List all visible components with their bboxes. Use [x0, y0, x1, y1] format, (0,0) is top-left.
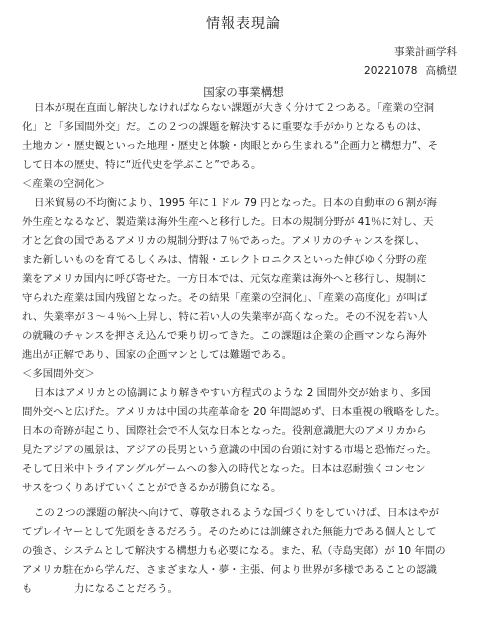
paragraph-line: そして日米中トライアングルゲームへの参入の時代となった。日本は忍耐強くコンセン	[22, 463, 426, 475]
paragraph-line: 土地カン・歴史観といった地理・歴史と体験・肉眼とから生まれる“企画力と構想力”、そ	[22, 140, 438, 152]
paragraph-line: 日本はアメリカとの協調により解きやすい方程式のような 2 国間外交が始まり、多国	[34, 387, 431, 399]
paragraph-line: 外生産となるなど、製造業は海外生産へと移行した。日本の規制分野が 41％に対し、天	[22, 216, 434, 228]
paragraph-line: の強さ、システムとして解決する構想力も必要になる。また、私（寺島実郎）が 10 年間の	[22, 545, 446, 557]
paragraph-line: サスをつくりあげていくことができるかが勝負になる。	[22, 482, 282, 494]
section-heading: ＜産業の空洞化＞	[22, 178, 106, 190]
author-line	[364, 63, 457, 78]
paragraph-line: も 力になることだろう。	[22, 583, 178, 595]
paragraph-line: れ、失業率が３～４％へ上昇し、特に若い人の失業率が高くなった。その不況を若い人	[22, 311, 428, 323]
paragraph-line: 守られた産業は国内残留となった。その結果「産業の空洞化」、「産業の高度化」が叫ば	[22, 292, 428, 304]
paragraph-line: 化」と「多国間外交」だ。この２つの課題を解決するに重要な手がかりとなるものは、	[22, 121, 428, 133]
paragraph-line: 業をアメリカ国内に呼び寄せた。一方日本では、元気な産業は海外へと移行し、規制に	[22, 273, 427, 285]
paragraph-line: てプレイヤーとして先頭をきるだろう。そのためには訓練された無能力である個人として	[22, 526, 437, 538]
paragraph-line: 日本が現在直面し解決しなければならない課題が大きく分けて２つある。「産業の空洞	[34, 102, 435, 114]
paragraph-line: また新しいものを育てるしくみは、情報・エレクトロニクスといった伸びゆく分野の産	[22, 254, 427, 266]
paragraph-line: 間外交へと広げた。アメリカは中国の共産革命を 20 年間認めず、日本重視の戦略をした。	[22, 406, 446, 418]
conclusion-paragraph	[22, 504, 474, 599]
essay-subtitle: 国家の事業構想	[203, 85, 284, 99]
paragraph-line: 日米貿易の不均衡により、1995 年に１ドル 79 円となった。日本の自動車の６割が海	[34, 197, 437, 209]
document-title: 情報表現論	[206, 16, 281, 32]
student-id: 20221078	[364, 65, 418, 77]
paragraph-line: この２つの課題の解決へ向けて、尊敬されるような国づくりをしていけば、日本はやが	[34, 507, 440, 519]
student-name: 高橋望	[425, 65, 457, 77]
paragraph-line: して日本の歴史、特に“近代史を学ぶこと”である。	[22, 159, 262, 171]
intro-paragraph	[22, 99, 474, 175]
paragraph-line: アメリカ駐在から学んだ、さまざまな人・夢・主張、何より世界が多様であることの認識	[22, 564, 437, 576]
affiliation: 事業計画学科	[394, 46, 457, 58]
paragraph-line: の就職のチャンスを押さえ込んで乗り切ってきた。この課題は企業の企画マンなら海外	[22, 330, 427, 342]
paragraph-line: 進出が正解であり、国家の企画マンとしては難題である。	[22, 349, 293, 361]
paragraph-line: 日本の奇跡が起こり、国際社会で不人気な日本となった。役割意識肥大のアメリカから	[22, 425, 427, 437]
paragraph-line: 才と乞食の国であるアメリカの規制分野は７％であった。アメリカのチャンスを探し、	[22, 235, 426, 247]
section-heading: ＜多国間外交＞	[22, 368, 95, 380]
section-industry	[22, 175, 474, 365]
section-diplomacy	[22, 365, 474, 498]
paragraph-line: 見たアジアの風景は、アジアの長男という意識の中国の台頭に対する市場と恐怖だった。	[22, 444, 437, 456]
